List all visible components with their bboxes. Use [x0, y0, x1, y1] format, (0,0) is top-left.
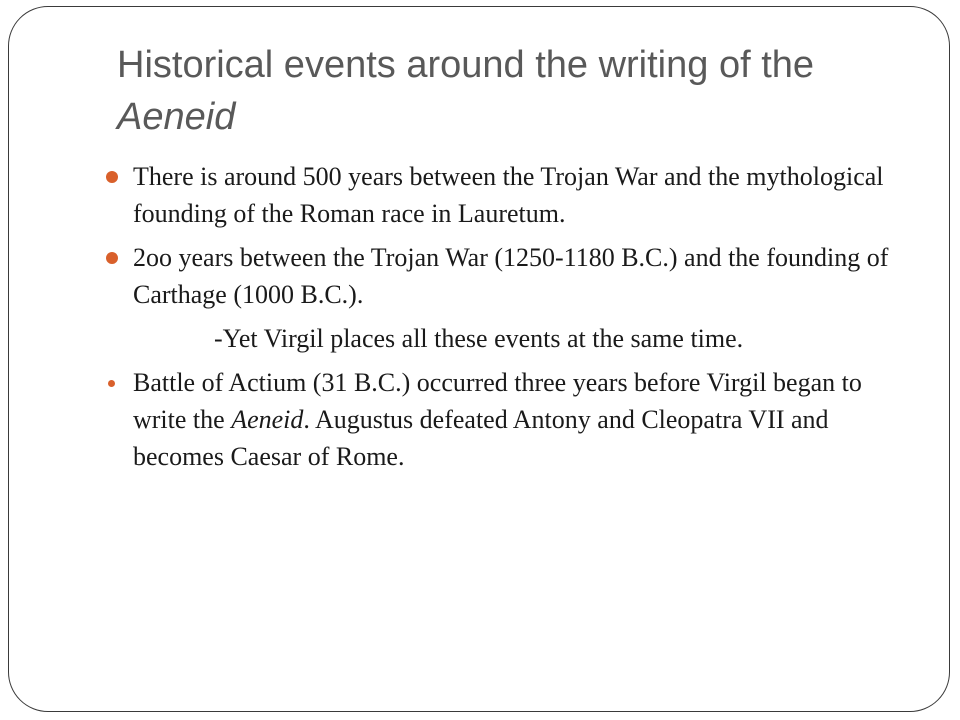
slide-title	[117, 39, 907, 143]
bullet-text: 2oo years between the Trojan War (1250-1180 B.C.) and the founding of Carthage (1000 B.C.).	[133, 243, 889, 309]
bullet-dot-icon	[106, 252, 118, 264]
bullet-text: There is around 500 years between the Trojan War and the mythological founding of the Roman race in Lauretum.	[133, 162, 884, 228]
bullet-dot-icon	[106, 171, 118, 183]
title-italic: Aeneid	[117, 96, 236, 138]
sub-note	[104, 320, 894, 357]
title-text: Historical events around the writing of the	[117, 44, 815, 86]
sub-note-text: -Yet Virgil places all these events at the same time.	[214, 324, 744, 353]
bullet-italic: Aeneid	[231, 405, 304, 434]
bullet-item	[104, 364, 894, 475]
bullet-dot-icon	[108, 380, 115, 387]
bullet-text-before: Battle of Actium (31 B.C.) occurred three years before Virgil began to write the	[133, 368, 862, 434]
slide-content	[104, 158, 894, 482]
bullet-text-after: . Augustus defeated Antony and Cleopatra VII and becomes Caesar of Rome.	[133, 405, 829, 471]
bullet-item	[104, 158, 894, 232]
bullet-item	[104, 239, 894, 313]
